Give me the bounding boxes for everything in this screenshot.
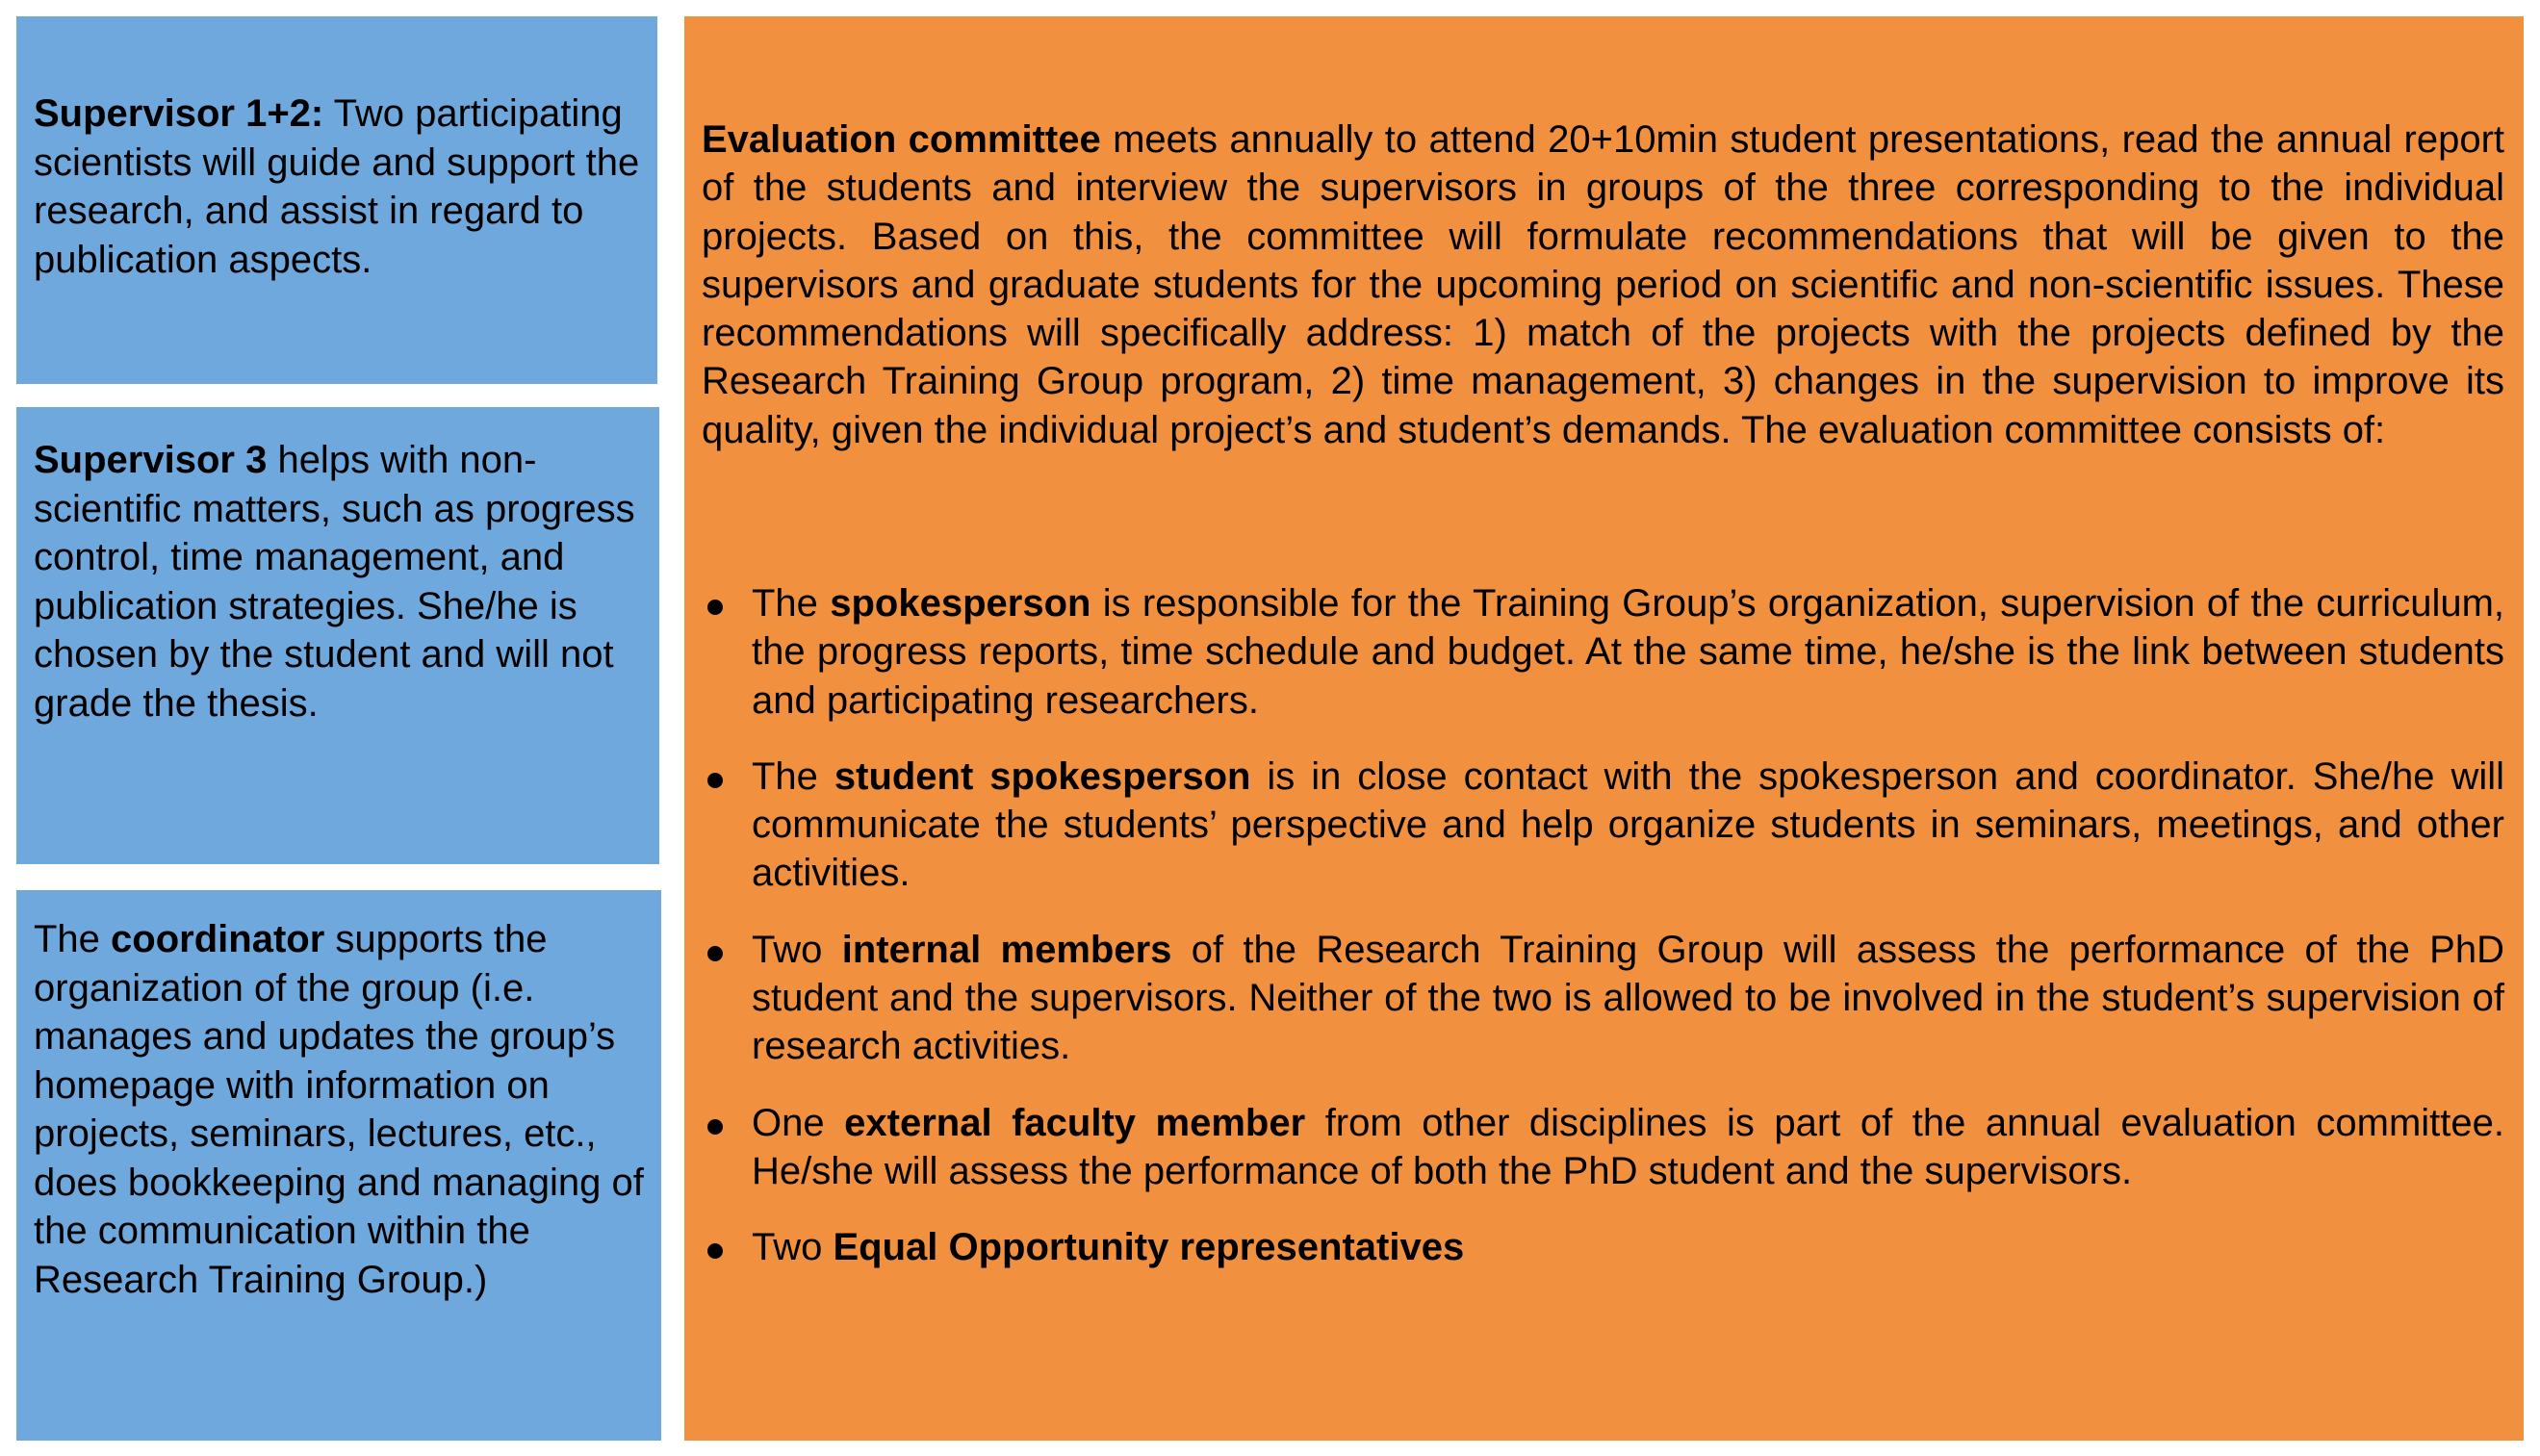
supervisor-12-title: Supervisor 1+2:: [34, 92, 324, 135]
member-prefix: One: [752, 1101, 845, 1144]
coordinator-box: [16, 890, 661, 1441]
evaluation-committee-box: [684, 16, 2524, 1441]
member-text: is in close contact with the spokesperson and coordinator. She/he will communicate the students’ perspective and help organize students in seminars, meetings, and other activities.: [752, 754, 2505, 895]
member-text: is responsible for the Training Group’s organization, supervision of the curriculum, the progress reports, time schedule and budget. At the same time, he/she is the link between students and participating researchers.: [752, 582, 2505, 722]
supervisor-3-text: helps with non-scientific matters, such as progress control, time management, and publication strategies. She/he is chosen by the student and will not grade the thesis.: [34, 439, 635, 725]
bullet-icon: [707, 1243, 723, 1259]
bullet-icon: [707, 773, 723, 788]
member-role: external faculty member: [844, 1101, 1306, 1144]
member-role: Equal Opportunity representatives: [833, 1226, 1465, 1269]
evaluation-committee-title: Evaluation committee: [702, 118, 1101, 161]
member-role: internal members: [841, 928, 1172, 971]
member-prefix: The: [752, 582, 831, 625]
member-role: student spokesperson: [834, 754, 1251, 798]
evaluation-committee-description: [702, 115, 2504, 454]
supervisor-3-title: Supervisor 3: [34, 439, 268, 481]
member-item-internal-members: [702, 926, 2504, 1071]
committee-members-list: [702, 579, 2504, 1300]
member-prefix: Two: [752, 1226, 834, 1269]
member-item-spokesperson: [702, 579, 2504, 725]
coordinator-title: coordinator: [111, 918, 325, 960]
supervisor-12-text: Two participating scientists will guide and support the research, and assist in regard to publication aspects.: [34, 92, 640, 281]
evaluation-committee-text: meets annually to attend 20+10min student presentations, read the annual report of the students and interview the supervisors in groups of the three corresponding to the individual projects. Based on this, the committee will formulate recommendations that will be given to the supervisors and graduate students for the upcoming period on scientific and non-scientific issues. These recommendations will specifically address: 1) match of the projects with the projects defined by the Research Training Group program, 2) time management, 3) changes in the supervision to improve its quality, given the individual project’s and student’s demands. The evaluation committee consists of:: [702, 118, 2505, 451]
member-text: from other disciplines is part of the annual evaluation committee. He/she will assess the performance of both the PhD student and the supervisors.: [752, 1101, 2505, 1192]
bullet-icon: [707, 600, 723, 615]
member-prefix: Two: [752, 928, 842, 971]
bullet-icon: [707, 946, 723, 961]
coordinator-prefix: The: [34, 918, 112, 960]
member-item-student-spokesperson: [702, 753, 2504, 898]
coordinator-text: supports the organization of the group (i.e. manages and updates the group’s homepage with information on projects, seminars, lectures, etc., does bookkeeping and managing of the communication within the Research Training Group.): [34, 918, 644, 1301]
member-text: of the Research Training Group will assess the performance of the PhD student and the supervisors. Neither of the two is allowed to be involved in the student’s supervision of research activities.: [752, 928, 2504, 1068]
coordinator-description: [34, 915, 650, 1304]
supervisor-3-description: [34, 436, 648, 728]
supervisor-12-description: [34, 89, 646, 284]
member-prefix: The: [752, 754, 834, 798]
bullet-icon: [707, 1119, 723, 1135]
member-role: spokesperson: [830, 582, 1091, 625]
supervisor-3-box: [16, 407, 659, 864]
member-item-external-faculty: [702, 1099, 2504, 1196]
supervisor-12-box: [16, 16, 657, 384]
member-item-equal-opportunity: [702, 1223, 2504, 1271]
